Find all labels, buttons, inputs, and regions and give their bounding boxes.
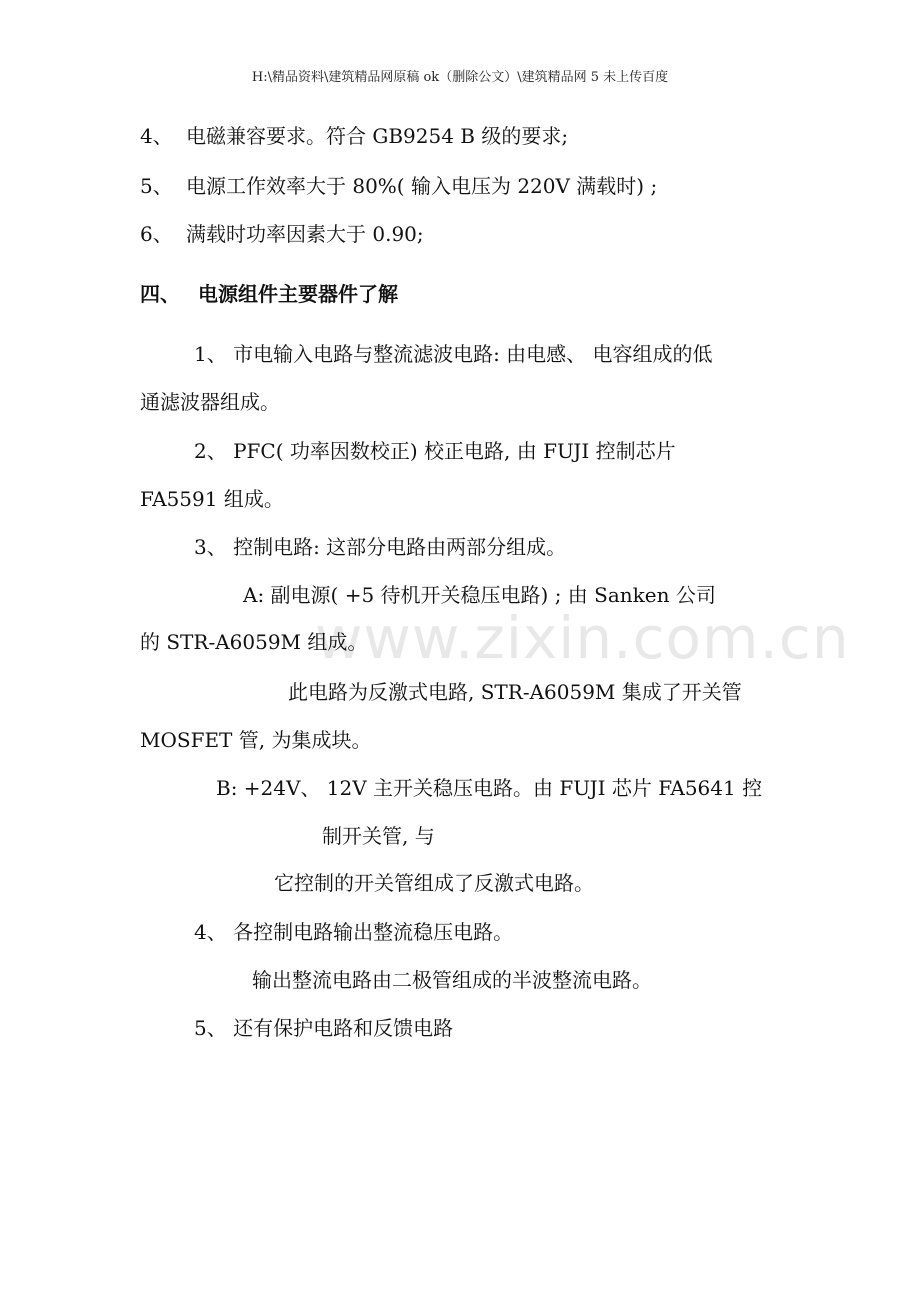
item-1-line-1: 1、 市电输入电路与整流滤波电路: 由电感、 电容组成的低 — [194, 342, 713, 366]
requirement-5-number: 5、 — [140, 174, 173, 198]
sub-a-desc-line-2: MOSFET 管, 为集成块。 — [140, 728, 372, 752]
item-1-line-2: 通滤波器组成。 — [140, 390, 280, 414]
requirement-4-text: 电磁兼容要求。符合 GB9254 B 级的要求; — [186, 124, 569, 148]
item-2-line-2: FA5591 组成。 — [140, 487, 284, 511]
sub-b-line-3: 它控制的开关管组成了反激式电路。 — [274, 871, 594, 895]
sub-a-desc-line-1: 此电路为反激式电路, STR-A6059M 集成了开关管 — [288, 680, 742, 704]
item-4-line-1: 4、 各控制电路输出整流稳压电路。 — [194, 920, 514, 944]
item-3-line-1: 3、 控制电路: 这部分电路由两部分组成。 — [194, 535, 567, 559]
requirement-6-number: 6、 — [140, 222, 173, 246]
section-number: 四、 — [140, 282, 180, 306]
requirement-4-number: 4、 — [140, 124, 173, 148]
requirement-5-text: 电源工作效率大于 80%( 输入电压为 220V 满载时) ; — [186, 174, 658, 198]
sub-a-line-2: 的 STR-A6059M 组成。 — [140, 630, 368, 654]
item-5-line-1: 5、 还有保护电路和反馈电路 — [194, 1016, 454, 1040]
section-title: 电源组件主要器件了解 — [198, 282, 398, 306]
requirement-6-text: 满载时功率因素大于 0.90; — [186, 222, 424, 246]
sub-a-line-1: A: 副电源( +5 待机开关稳压电路) ; 由 Sanken 公司 — [243, 583, 716, 607]
item-4-line-2: 输出整流电路由二极管组成的半波整流电路。 — [252, 968, 652, 992]
sub-b-line-2: 制开关管, 与 — [322, 824, 435, 848]
sub-b-line-1: B: +24V、 12V 主开关稳压电路。由 FUJI 芯片 FA5641 控 — [216, 776, 763, 800]
file-path-header: H:\精品资料\建筑精品网原稿 ok（删除公文）\建筑精品网 5 未上传百度 — [251, 70, 669, 85]
watermark: www.zixin.com.cn — [315, 604, 850, 672]
item-2-line-1: 2、 PFC( 功率因数校正) 校正电路, 由 FUJI 控制芯片 — [194, 439, 676, 463]
